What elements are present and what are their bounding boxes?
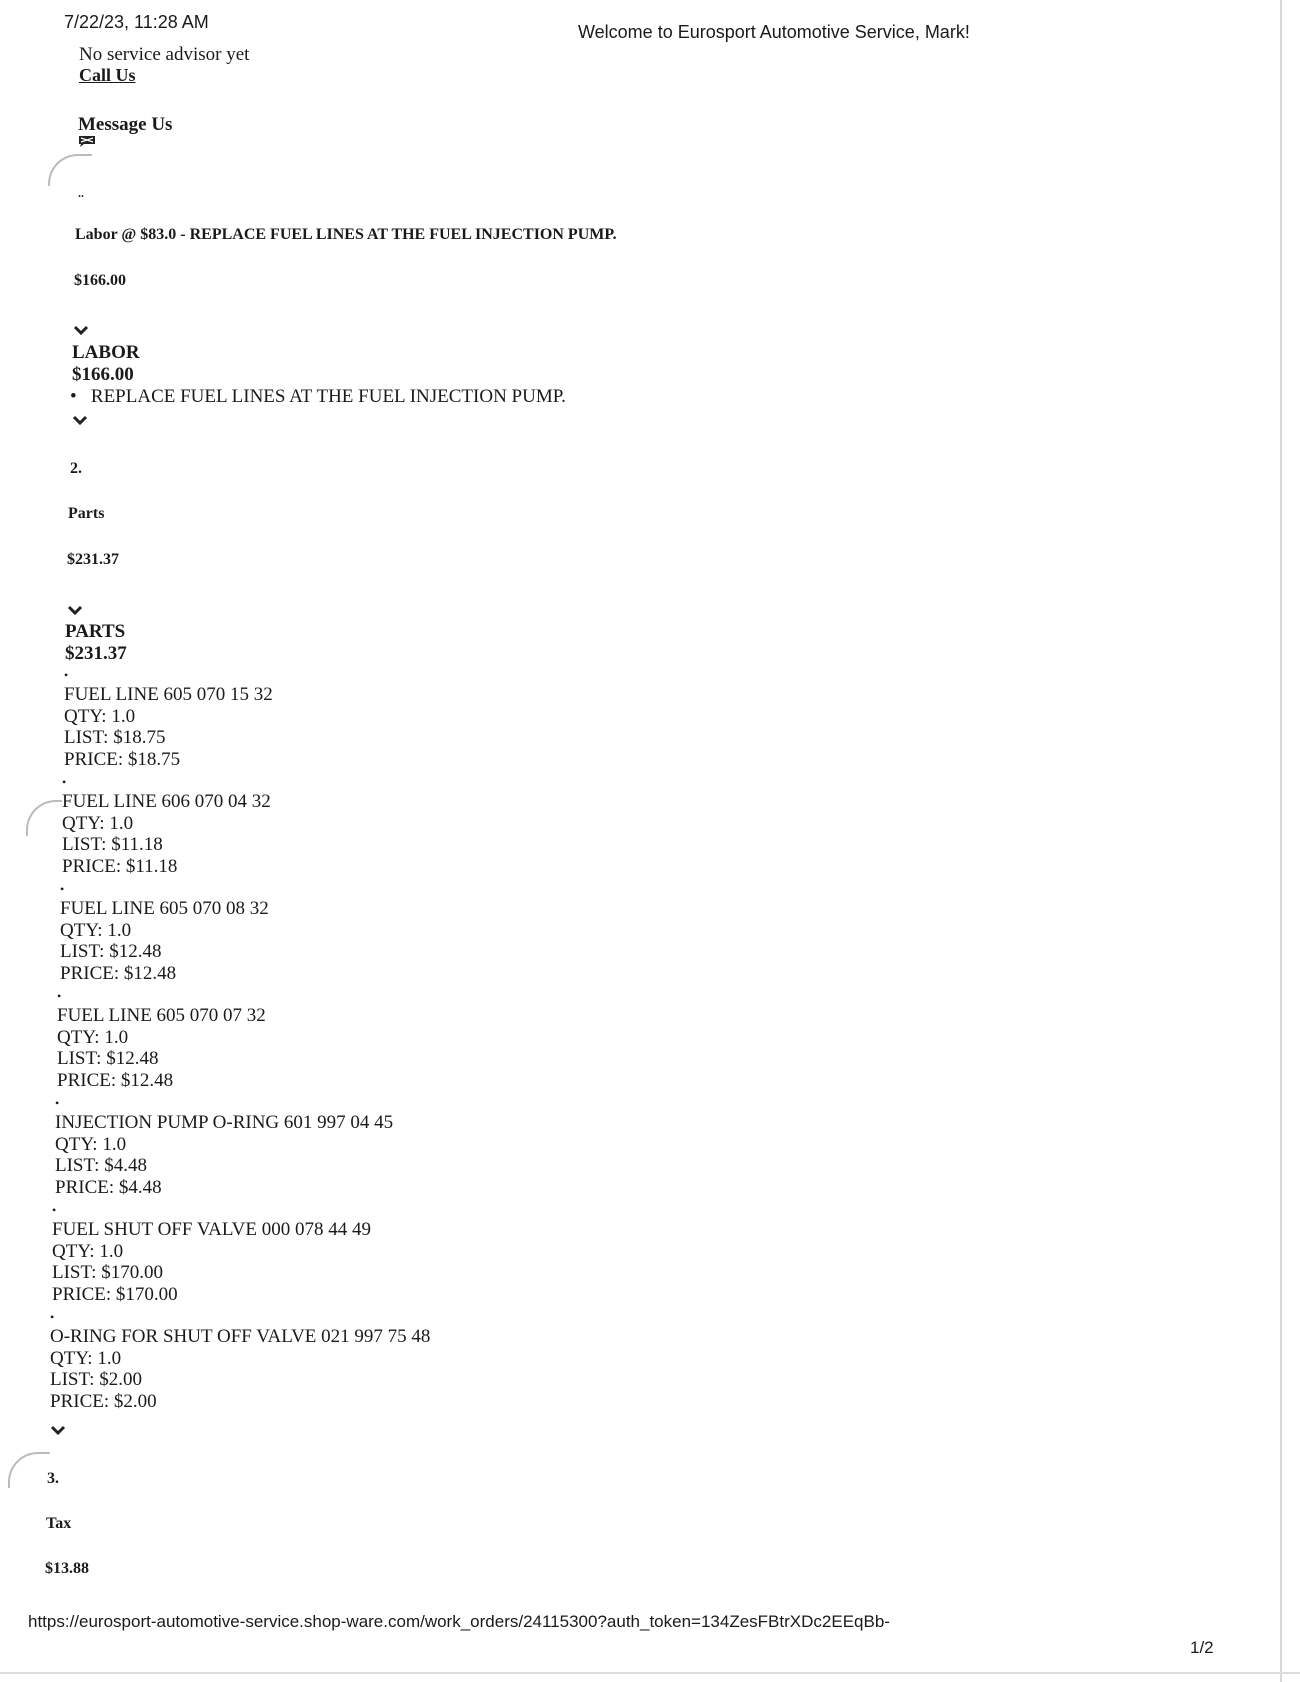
bullet-dot: •	[60, 882, 65, 896]
part-line-item	[64, 666, 273, 770]
page-url: https://eurosport-automotive-service.shop-ware.com/work_orders/24115300?auth_token=134ZesFBtrXDc2EEqBb-	[28, 1612, 890, 1631]
part-price: PRICE: $2.00	[50, 1390, 157, 1412]
labor-summary-title: Labor @ $83.0 - REPLACE FUEL LINES AT THE FUEL INJECTION PUMP.	[75, 226, 617, 243]
part-price: PRICE: $12.48	[57, 1069, 174, 1091]
page-edge	[1280, 0, 1282, 1682]
part-name: INJECTION PUMP O-RING 601 997 04 45	[55, 1112, 394, 1133]
part-qty: QTY: 1.0	[50, 1347, 122, 1369]
part-qty: QTY: 1.0	[64, 705, 136, 727]
welcome-message: Welcome to Eurosport Automotive Service, Mark!	[578, 22, 970, 42]
page-bottom-edge	[0, 1672, 1300, 1674]
part-qty: QTY: 1.0	[60, 919, 132, 941]
part-qty: QTY: 1.0	[57, 1026, 129, 1048]
scan-artifact	[8, 1452, 50, 1488]
part-name: FUEL LINE 606 070 04 32	[62, 791, 271, 812]
tax-title: Tax	[46, 1515, 72, 1532]
message-icon[interactable]	[78, 134, 96, 153]
bullet-dot: •	[50, 1310, 55, 1324]
part-list-price: LIST: $18.75	[64, 727, 166, 748]
part-name: O-RING FOR SHUT OFF VALVE 021 997 75 48	[50, 1326, 431, 1347]
bullet-dot: •	[62, 775, 67, 789]
message-us-button[interactable]: Message Us	[78, 114, 173, 135]
tax-item-number: 3.	[47, 1470, 59, 1487]
bullet-dot: •	[64, 668, 69, 682]
chevron-down-icon[interactable]	[67, 602, 83, 620]
bullet-dot: •	[57, 989, 62, 1003]
service-advisor-status: No service advisor yet	[79, 44, 250, 65]
parts-summary-title: Parts	[68, 505, 105, 522]
part-line-item	[60, 880, 269, 984]
labor-amount: $166.00	[72, 364, 134, 385]
part-name: FUEL LINE 605 070 15 32	[64, 684, 273, 705]
call-us-link[interactable]: Call Us	[79, 65, 136, 85]
part-list-price: LIST: $2.00	[50, 1369, 142, 1390]
part-name: FUEL SHUT OFF VALVE 000 078 44 49	[52, 1219, 372, 1240]
part-qty: QTY: 1.0	[55, 1133, 127, 1155]
part-line-item	[62, 773, 271, 877]
part-name: FUEL LINE 605 070 08 32	[60, 898, 269, 919]
part-list-price: LIST: $12.48	[60, 941, 162, 962]
bullet-dot: •	[70, 386, 77, 407]
scan-artifact	[26, 800, 62, 836]
chevron-down-icon[interactable]	[73, 322, 89, 340]
part-name: FUEL LINE 605 070 07 32	[57, 1005, 266, 1026]
page-number: 1/2	[1190, 1638, 1214, 1657]
part-line-item	[52, 1201, 371, 1305]
parts-heading: PARTS	[65, 621, 126, 642]
part-list-price: LIST: $170.00	[52, 1262, 163, 1283]
part-qty: QTY: 1.0	[52, 1240, 124, 1262]
parts-item-number: 2.	[70, 460, 82, 477]
labor-heading: LABOR	[72, 342, 140, 363]
part-line-item	[50, 1308, 430, 1412]
labor-bullet	[70, 386, 566, 408]
print-timestamp: 7/22/23, 11:28 AM	[64, 12, 209, 32]
part-line-item	[57, 987, 266, 1091]
parts-amount: $231.37	[65, 643, 127, 664]
part-list-price: LIST: $12.48	[57, 1048, 159, 1069]
chevron-down-icon[interactable]	[50, 1422, 66, 1440]
part-price: PRICE: $11.18	[62, 855, 178, 877]
part-price: PRICE: $4.48	[55, 1176, 162, 1198]
bullet-dot: •	[52, 1203, 57, 1217]
part-price: PRICE: $12.48	[60, 962, 177, 984]
scan-artifact	[48, 154, 92, 186]
labor-summary-amount: $166.00	[74, 272, 126, 289]
labor-bullet-text: REPLACE FUEL LINES AT THE FUEL INJECTION PUMP.	[90, 386, 566, 407]
part-qty: QTY: 1.0	[62, 812, 134, 834]
part-list-price: LIST: $11.18	[62, 834, 163, 855]
part-line-item	[55, 1094, 393, 1198]
part-price: PRICE: $18.75	[64, 748, 181, 770]
chevron-down-icon[interactable]	[72, 412, 88, 430]
part-list-price: LIST: $4.48	[55, 1155, 147, 1176]
item-number-1: ..	[78, 186, 84, 200]
tax-amount: $13.88	[45, 1560, 89, 1577]
part-price: PRICE: $170.00	[52, 1283, 178, 1305]
bullet-dot: •	[55, 1096, 60, 1110]
parts-summary-amount: $231.37	[67, 551, 119, 568]
